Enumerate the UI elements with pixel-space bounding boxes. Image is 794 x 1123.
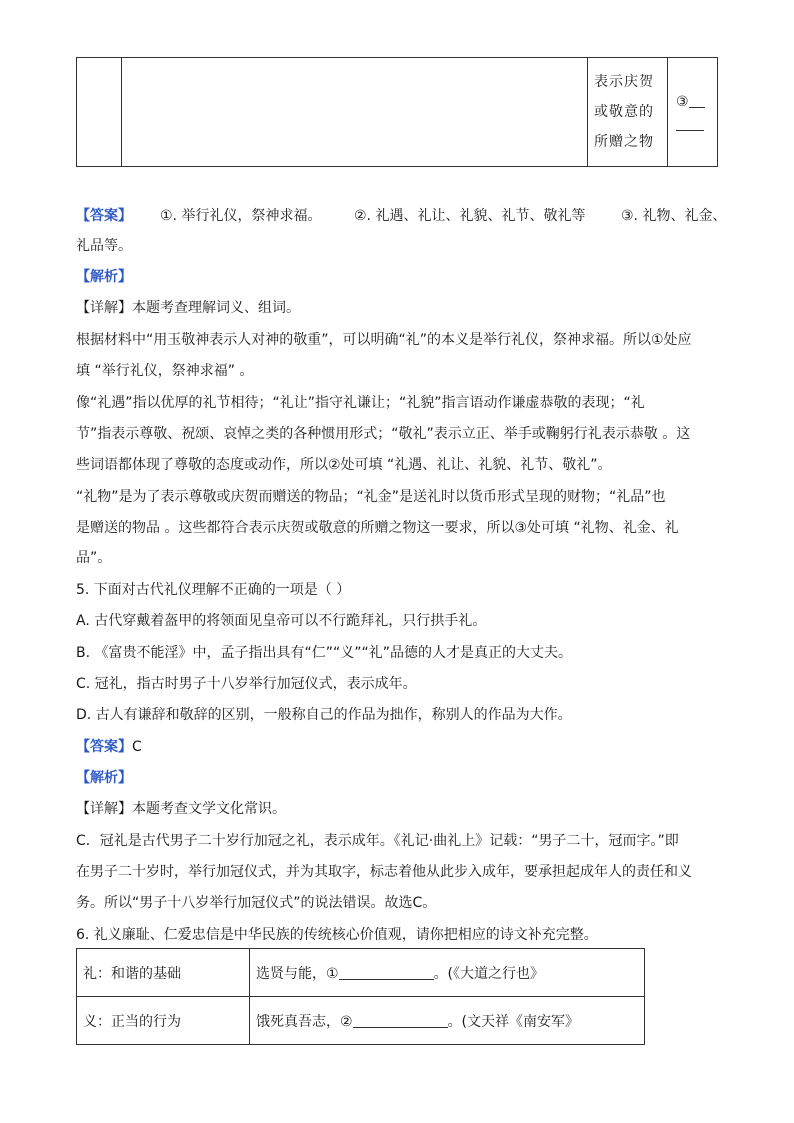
- analysis-tag: 【解析】: [76, 269, 132, 285]
- explanation-line: 像“礼遇”指以优厚的礼节相待；“礼让”指守礼谦让；“礼貌”指言语动作谦虚恭敬的表现；“礼: [76, 395, 645, 411]
- explanation-line: C．冠礼是古代男子二十岁行加冠之礼，表示成年。《礼记·曲礼上》记载：“男子二十，冠而字。”即: [76, 833, 679, 849]
- answer-blank-line: [676, 130, 704, 131]
- table-cell-empty: [77, 58, 122, 167]
- explanation-line: 节”指表示尊敬、祝颂、哀悼之类的各种惯用形式；“敬礼”表示立正、举手或鞠躬行礼表示恭敬 。这: [76, 426, 691, 442]
- row-label: 义：正当的行为: [77, 997, 250, 1045]
- detail-line: 【详解】本题考查理解词义、组词。: [76, 300, 300, 316]
- explanation-line: 根据材料中“用玉敬神表示人对神的敬重”，可以明确“礼”的本义是举行礼仪，祭神求福。所以①处应: [76, 332, 692, 348]
- option-a: A. 古代穿戴着盔甲的将领面见皇帝可以不行跪拜礼，只行拱手礼。: [76, 613, 487, 629]
- answer-tag: 【答案】: [76, 208, 132, 224]
- explanation-line: 是赠送的物品 。这些都符合表示庆贺或敬意的所赠之物这一要求，所以③处可填 “礼物、礼金、礼: [76, 520, 679, 536]
- answer-blank: [689, 93, 705, 108]
- answer-item-1: ①. 举行礼仪，祭神求福。: [160, 208, 322, 224]
- table-row: [77, 997, 645, 1045]
- option-d: D. 古人有谦辞和敬辞的区别，一般称自己的作品为拙作，称别人的作品为大作。: [76, 707, 572, 723]
- explanation-line: 品”。: [76, 550, 112, 566]
- option-c: C. 冠礼，指古时男子十八岁举行加冠仪式，表示成年。: [76, 676, 417, 692]
- question-6: 6. 礼义廉耻、仁爱忠信是中华民族的传统核心价值观，请你把相应的诗文补充完整。: [76, 927, 598, 943]
- answer-value: C: [132, 739, 142, 755]
- answer-item-2: ②. 礼遇、礼让、礼貌、礼节、敬礼等: [354, 208, 586, 224]
- explanation-line: 填 “举行礼仪，祭神求福” 。: [76, 363, 254, 379]
- answer-item-3: ③. 礼物、礼金、: [621, 208, 727, 224]
- answer-blank[interactable]: [339, 965, 434, 980]
- question6-table: [76, 948, 645, 1045]
- detail-line: 【详解】本题考查文学文化常识。: [76, 801, 286, 817]
- answer-tag: 【答案】: [76, 739, 132, 755]
- explanation-line: 务。所以“男子十八岁举行加冠仪式”的说法错误。故选C。: [76, 895, 437, 911]
- explanation-line: 在男子二十岁时，举行加冠仪式，并为其取字，标志着他从此步入成年，要承担起成年人的责任和义: [76, 864, 692, 880]
- table-cell-blank: ③: [668, 58, 718, 167]
- answer-blank[interactable]: [353, 1013, 448, 1028]
- row-label: 礼：和谐的基础: [77, 949, 250, 997]
- question4-table: [76, 57, 718, 167]
- option-b: B. 《富贵不能淫》中，孟子指出具有“仁”“义”“礼”品德的人才是真正的大丈夫。: [76, 645, 573, 661]
- explanation-line: “礼物”是为了表示尊敬或庆贺而赠送的物品；“礼金”是送礼时以货币形式呈现的财物；“礼品”也: [76, 489, 666, 505]
- table-cell-description: 表示庆贺 或敬意的 所赠之物: [588, 58, 668, 167]
- row-content: 选贤与能，① 。(《大道之行也》: [250, 949, 645, 997]
- table-cell-empty: [122, 58, 588, 167]
- analysis-tag: 【解析】: [76, 770, 132, 786]
- explanation-line: 些词语都体现了尊敬的态度或动作，所以②处可填 “礼遇、礼让、礼貌、礼节、敬礼”。: [76, 457, 612, 473]
- answer-item-3-cont: 礼品等。: [76, 238, 132, 254]
- row-content: 饿死真吾志，② 。(文天祥《南安军》: [250, 997, 645, 1045]
- question-5: 5. 下面对古代礼仪理解不正确的一项是（ ）: [76, 582, 351, 598]
- table-row: [77, 949, 645, 997]
